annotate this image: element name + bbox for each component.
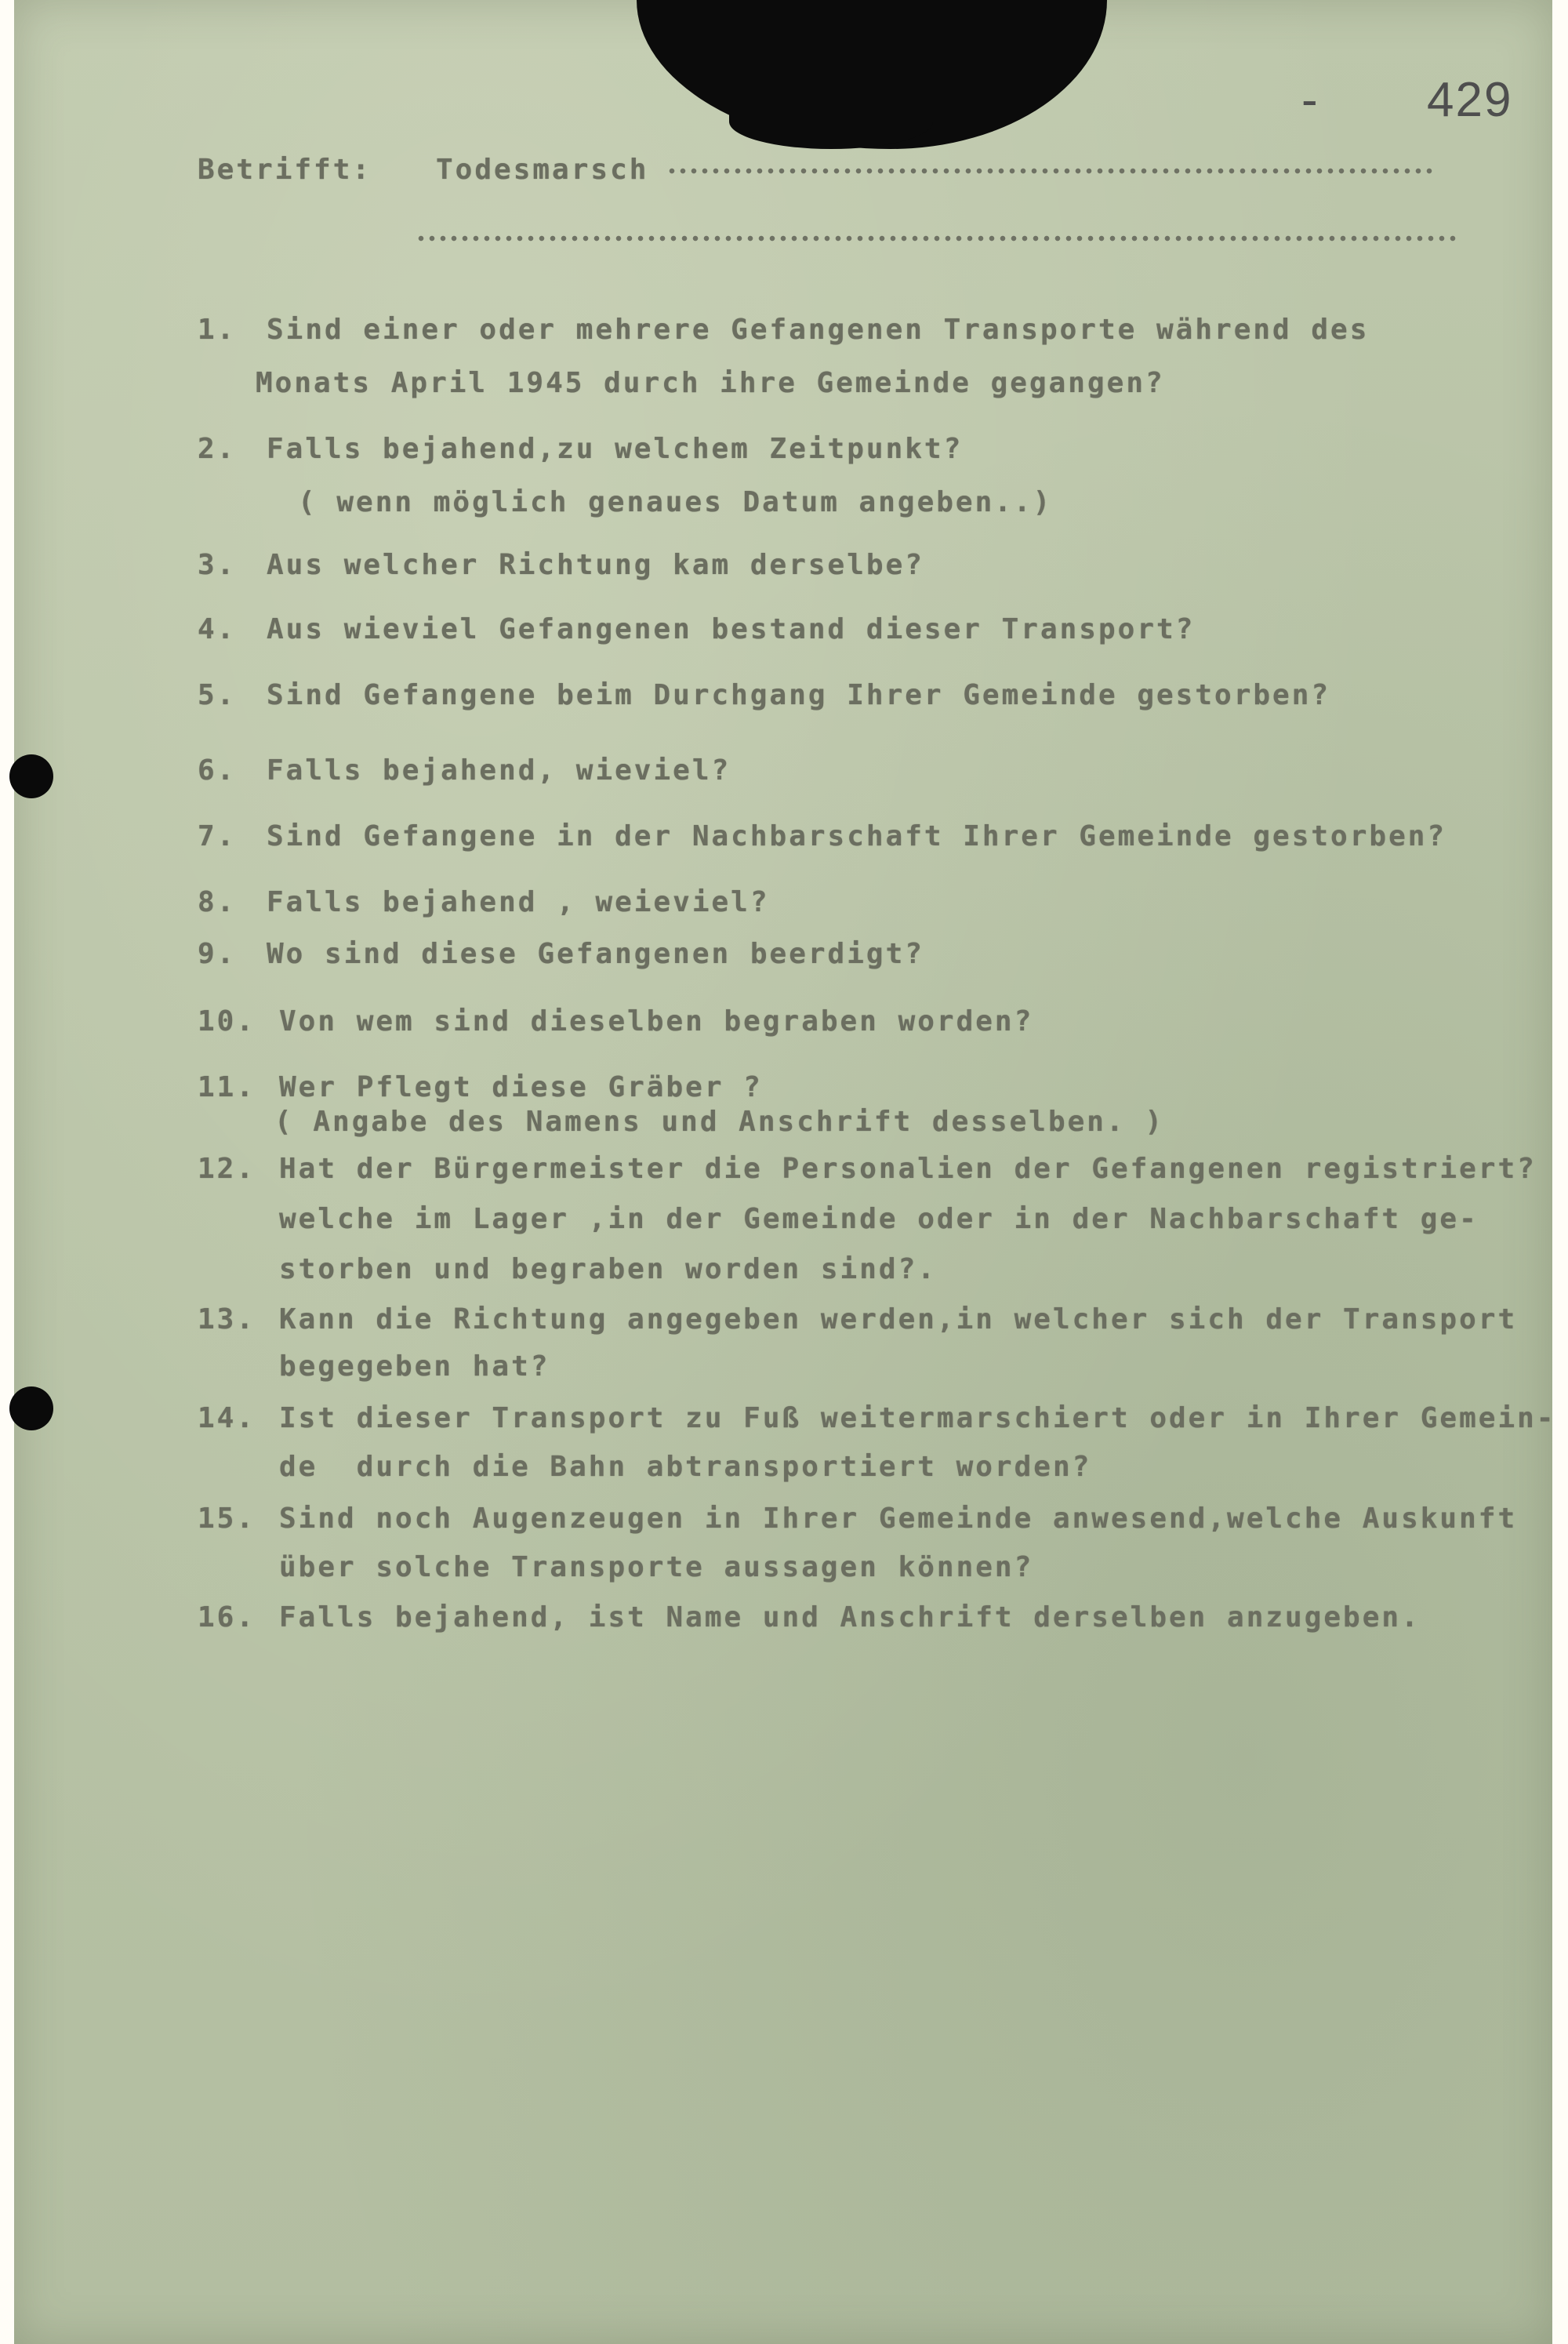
question-number: 4. bbox=[198, 613, 237, 645]
question-text: welche im Lager ,in der Gemeinde oder in der Nachbarschaft ge- bbox=[279, 1203, 1479, 1235]
question-number: 8. bbox=[198, 886, 237, 918]
punch-hole-upper bbox=[9, 754, 53, 798]
question-text: Falls bejahend , weieviel? bbox=[267, 886, 770, 918]
question-number: 5. bbox=[198, 679, 237, 711]
question-text: Kann die Richtung angegeben werden,in welcher sich der Transport bbox=[279, 1303, 1518, 1336]
question-text: ( Angabe des Namens und Anschrift desselben. ) bbox=[274, 1106, 1164, 1138]
question-number: 1. bbox=[198, 314, 237, 346]
question-text: Monats April 1945 durch ihre Gemeinde gegangen? bbox=[256, 367, 1165, 399]
question-number: 2. bbox=[198, 433, 237, 465]
subject-value: Todesmarsch bbox=[436, 154, 649, 186]
question-text: Sind noch Augenzeugen in Ihrer Gemeinde anwesend,welche Auskunft bbox=[279, 1503, 1518, 1535]
question-text: Falls bejahend, wieviel? bbox=[267, 754, 731, 787]
question-text: ( wenn möglich genaues Datum angeben..) bbox=[298, 486, 1053, 518]
question-text: begegeben hat? bbox=[279, 1350, 550, 1383]
question-number: 11. bbox=[198, 1071, 256, 1103]
question-text: Wo sind diese Gefangenen beerdigt? bbox=[267, 938, 924, 970]
question-number: 9. bbox=[198, 938, 237, 970]
question-number: 6. bbox=[198, 754, 237, 787]
punch-hole-lower bbox=[9, 1386, 53, 1430]
question-text: Sind einer oder mehrere Gefangenen Transporte während des bbox=[267, 314, 1370, 346]
question-text: Sind Gefangene in der Nachbarschaft Ihrer Gemeinde gestorben? bbox=[267, 820, 1447, 852]
question-text: Wer Pflegt diese Gräber ? bbox=[279, 1071, 763, 1103]
question-text: storben und begraben worden sind?. bbox=[279, 1253, 937, 1285]
question-text: Aus welcher Richtung kam derselbe? bbox=[267, 549, 924, 581]
question-number: 12. bbox=[198, 1153, 256, 1185]
subject-label: Betrifft: bbox=[198, 154, 372, 186]
question-text: Falls bejahend,zu welchem Zeitpunkt? bbox=[267, 433, 964, 465]
question-number: 13. bbox=[198, 1303, 256, 1336]
question-number: 10. bbox=[198, 1005, 256, 1038]
question-number: 7. bbox=[198, 820, 237, 852]
question-text: Sind Gefangene beim Durchgang Ihrer Gemeinde gestorben? bbox=[267, 679, 1331, 711]
question-text: Hat der Bürgermeister die Personalien der Gefangenen registriert? bbox=[279, 1153, 1537, 1185]
question-number: 15. bbox=[198, 1503, 256, 1535]
question-text: Ist dieser Transport zu Fuß weitermarschiert oder in Ihrer Gemein- bbox=[279, 1402, 1556, 1434]
question-number: 3. bbox=[198, 549, 237, 581]
question-text: Von wem sind dieselben begraben worden? bbox=[279, 1005, 1034, 1038]
question-text: Aus wieviel Gefangenen bestand dieser Transport? bbox=[267, 613, 1196, 645]
question-number: 14. bbox=[198, 1402, 256, 1434]
question-text: de durch die Bahn abtransportiert worden? bbox=[279, 1451, 1092, 1483]
torn-edge-lower bbox=[729, 94, 933, 149]
page-number: 429 bbox=[1427, 73, 1513, 127]
question-number: 16. bbox=[198, 1601, 256, 1634]
question-text: Falls bejahend, ist Name und Anschrift derselben anzugeben. bbox=[279, 1601, 1421, 1634]
question-text: über solche Transporte aussagen können? bbox=[279, 1551, 1034, 1583]
subject-dotted-line-2 bbox=[416, 235, 1458, 242]
subject-dotted-line bbox=[666, 168, 1435, 174]
page-dash: - bbox=[1301, 73, 1318, 127]
